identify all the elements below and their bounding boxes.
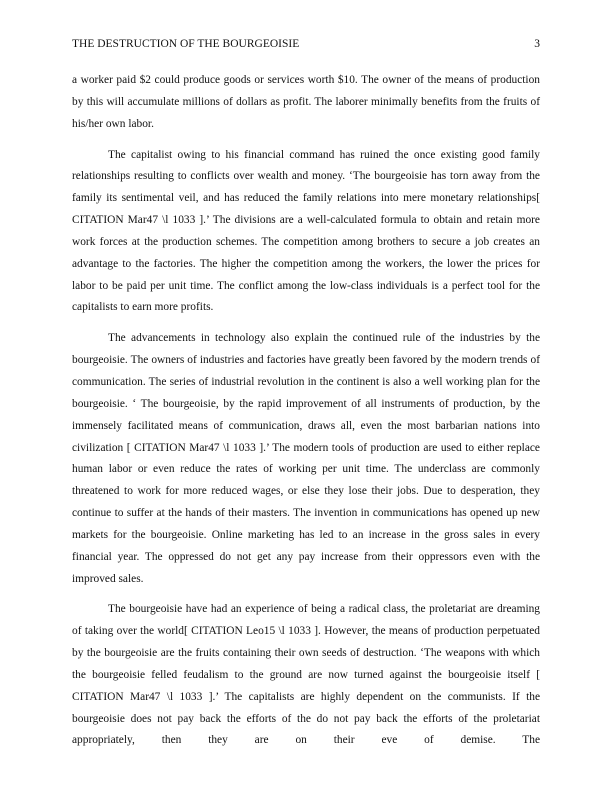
document-body xyxy=(72,70,540,761)
paragraph-1: a worker paid $2 could produce goods or services worth $10. The owner of the means of production by this will accumulate millions of dollars as profit. The laborer minimally benefits from the fruits of his/her own labor. xyxy=(72,74,540,130)
page-number: 3 xyxy=(534,38,540,50)
paragraph-2: The capitalist owing to his financial command has ruined the once existing good family relationships resulting to conflicts over wealth and money. ‘The bourgeoisie has torn away from the family its sentimental veil, and has reduced the family relations into mere monetary relationships[ CITATION Mar47 \l 1033 ].’ The divisions are a well-calculated formula to obtain and retain more work forces at the production schemes. The competition among brothers to secure a job creates an advantage to the factories. The higher the competition among the workers, the lower the prices for labor to be paid per unit time. The conflict among the low-class individuals is a perfect tool for the capitalists to earn more profits. xyxy=(72,148,540,314)
paragraph-4: The bourgeoisie have had an experience of being a radical class, the proletariat are dreaming of taking over the world[ CITATION Leo15 \l 1033 ]. However, the means of production perpetuated by the bourgeoisie are the fruits containing their own seeds of destruction. ‘The weapons with which the bourgeoisie felled feudalism to the ground are now turned against the bourgeoisie itself [ CITATION Mar47 \l 1033 ].’ The capitalists are highly dependent on the communists. If the bourgeoisie does not pay back the efforts of the do not pay back the efforts of the proletariat appropriately, then they are on their eve of demise. The xyxy=(72,603,540,747)
paragraph-3: The advancements in technology also explain the continued rule of the industries by the bourgeoisie. The owners of industries and factories have greatly been favored by the modern trends of communication. The series of industrial revolution in the continent is also a well working plan for the bourgeoisie. ‘ The bourgeoisie, by the rapid improvement of all instruments of production, by the immensely facilitated means of communication, draws all, even the most barbarian nations into civilization [ CITATION Mar47 \l 1033 ].’ The modern tools of production are used to either replace human labor or even reduce the rates of working per unit time. The underclass are commonly threatened to work for more reduced wages, or else they lose their jobs. Due to desperation, they continue to suffer at the hands of their masters. The invention in communications has opened up new markets for the bourgeoisie. Online marketing has led to an increase in the gross sales in every financial year. The oppressed do not get any pay increase from their oppressors even with the improved sales. xyxy=(72,332,540,585)
header-title: THE DESTRUCTION OF THE BOURGEOISIE xyxy=(72,38,300,50)
running-header xyxy=(72,37,540,51)
